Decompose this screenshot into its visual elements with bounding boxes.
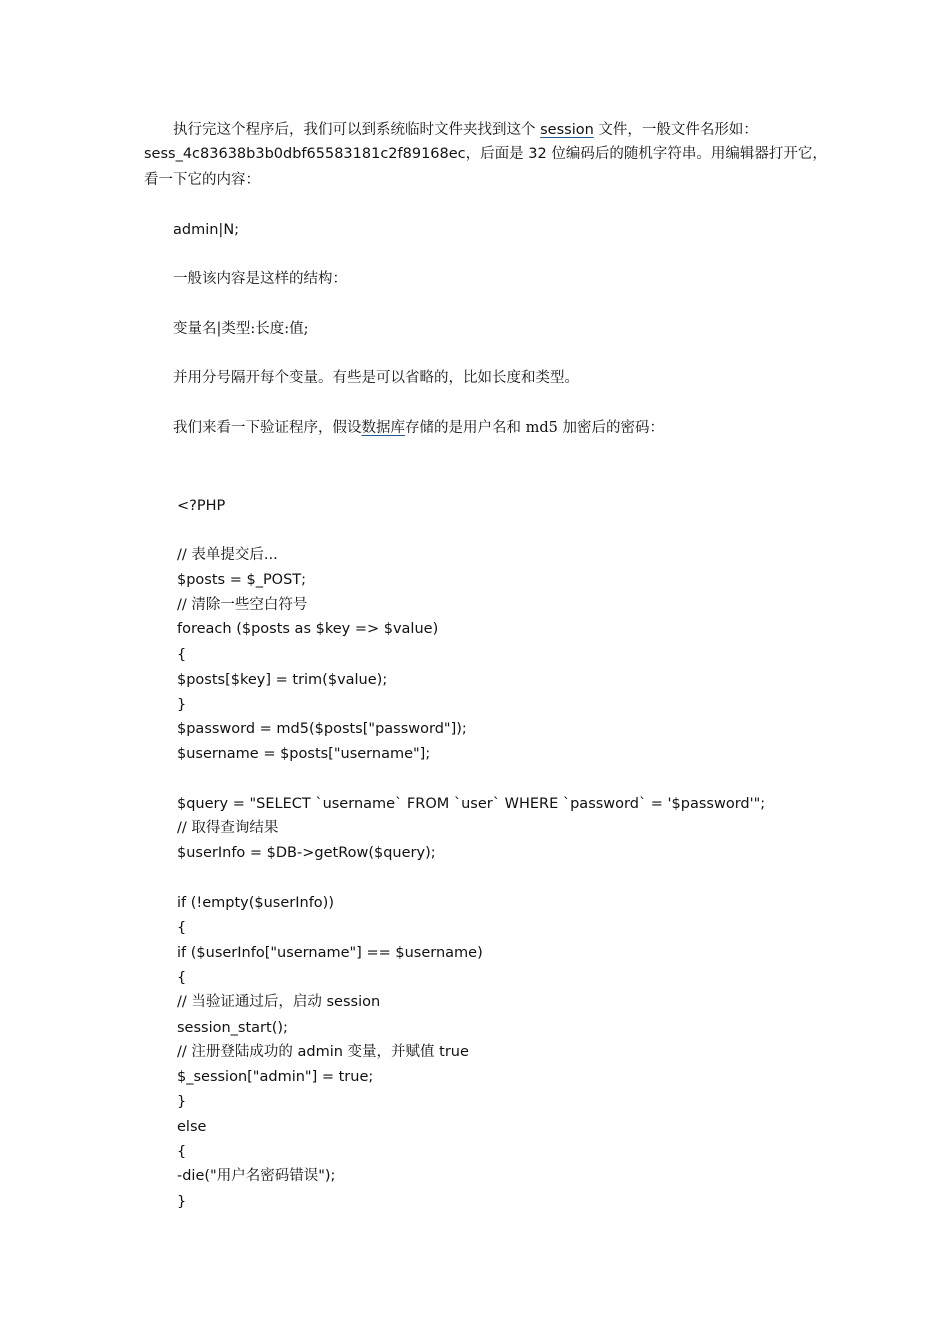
- code-line: foreach ($posts as $key => $value): [177, 621, 439, 637]
- code-line: -die("用户名密码错误");: [177, 1168, 336, 1184]
- intro-line-1-text-a: 执行完这个程序后，我们可以到系统临时文件夹找到这个: [173, 122, 541, 138]
- verify-intro: [173, 419, 664, 437]
- intro-line-1-text-b: 文件，一般文件名形如：: [593, 122, 758, 138]
- verify-intro-text-b: 存储的是用户名和 md5 加密后的密码：: [405, 420, 664, 436]
- code-line: if (!empty($userInfo)): [177, 895, 334, 911]
- intro-line-3: 看一下它的内容：: [144, 172, 260, 188]
- code-line: }: [177, 1194, 187, 1210]
- code-line: {: [177, 920, 187, 936]
- code-line: session_start();: [177, 1020, 288, 1036]
- code-line: if ($userInfo["username"] == $username): [177, 945, 483, 961]
- intro-line-1: [173, 121, 758, 139]
- database-link[interactable]: 数据库: [361, 420, 405, 436]
- code-line: $posts = $_POST;: [177, 572, 307, 588]
- code-line: }: [177, 697, 187, 713]
- separator-note: 并用分号隔开每个变量。有些是可以省略的，比如长度和类型。: [173, 370, 579, 386]
- code-line: }: [177, 1094, 187, 1110]
- code-line: // 当验证通过后，启动 session: [177, 994, 381, 1010]
- code-line: // 取得查询结果: [177, 820, 279, 836]
- intro-line-2: sess_4c83638b3b0dbf65583181c2f89168ec，后面是 32 位编码后的随机字符串。用编辑器打开它，: [144, 146, 827, 162]
- code-line: else: [177, 1119, 207, 1135]
- code-line: <?PHP: [177, 498, 226, 514]
- code-line: $query = "SELECT `username` FROM `user` WHERE `password` = '$password'";: [177, 796, 766, 812]
- code-line: // 清除一些空白符号: [177, 597, 308, 613]
- code-line: $userInfo = $DB->getRow($query);: [177, 845, 436, 861]
- structure-intro: 一般该内容是这样的结构：: [173, 271, 347, 287]
- code-line: {: [177, 647, 187, 663]
- code-line: {: [177, 1144, 187, 1160]
- structure-format: 变量名|类型:长度:值;: [173, 321, 309, 337]
- sample-content: admin|N;: [173, 222, 240, 238]
- code-line: $password = md5($posts["password"]);: [177, 721, 467, 737]
- session-link[interactable]: session: [540, 122, 594, 138]
- verify-intro-text-a: 我们来看一下验证程序，假设: [173, 420, 362, 436]
- code-line: $username = $posts["username"];: [177, 746, 431, 762]
- code-line: // 注册登陆成功的 admin 变量，并赋值 true: [177, 1044, 469, 1060]
- code-line: $_session["admin"] = true;: [177, 1069, 374, 1085]
- code-line: {: [177, 970, 187, 986]
- code-line: // 表单提交后...: [177, 547, 278, 563]
- code-line: $posts[$key] = trim($value);: [177, 672, 388, 688]
